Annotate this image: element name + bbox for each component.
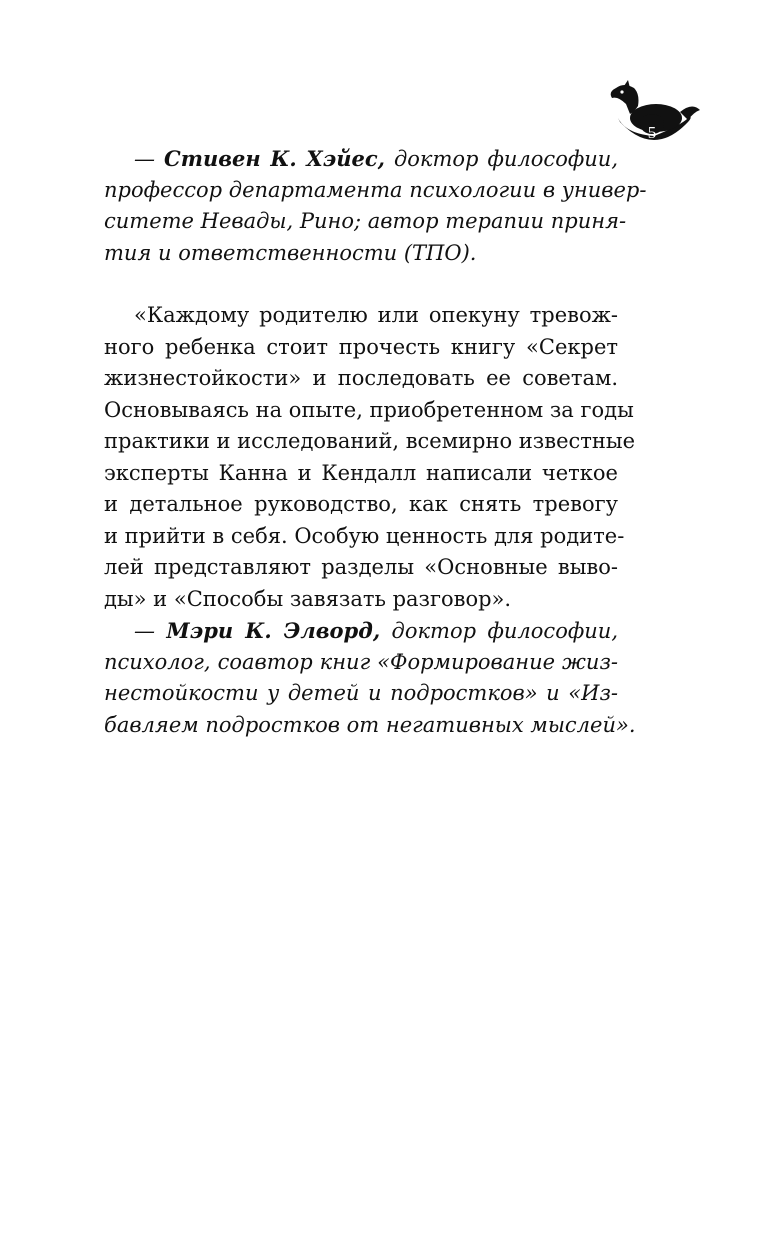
quote2-attribution-line: бавляем подростков от негативных мыслей».	[104, 712, 636, 737]
quote1-attribution-line: ситете Невады, Рино; автор терапии приня-	[104, 209, 627, 233]
quote1-author: Стивен К. Хэйес,	[164, 146, 385, 171]
quote1-attribution-line: профессор департамента психологии в универ-	[104, 177, 647, 202]
rocking-horse-page-marker	[606, 78, 702, 154]
quote1-credentials: доктор философии,	[384, 147, 619, 171]
quote1-attribution-line1	[104, 143, 618, 175]
quote2-body-line: жизнестойкости» и последовать ее советам.	[104, 366, 618, 390]
quote2-attribution-line: психолог, соавтор книг «Формирование жиз-	[104, 649, 618, 674]
quote2-body-line: лей представляют разделы «Основные выво-	[104, 555, 618, 579]
quote2-body-line: Основываясь на опыте, приобретенном за годы	[104, 397, 634, 422]
quote1-attribution-line: тия и ответственности (ТПО).	[104, 240, 477, 265]
quote2-attribution-line1	[104, 615, 618, 647]
page-number: 5	[647, 123, 657, 142]
quote2-body-line: и прийти в себя. Особую ценность для родите-	[104, 523, 625, 548]
quote2-author: Мэри К. Элворд,	[166, 618, 381, 643]
quote2-body-line: ного ребенка стоит прочесть книгу «Секрет	[104, 334, 618, 359]
quote2-body-line: и детальное руководство, как снять тревогу	[104, 492, 618, 516]
quote2-body-line: ды» и «Способы завязать разговор».	[104, 586, 512, 611]
paragraph-gap	[104, 269, 618, 300]
quote2-body-line: эксперты Канна и Кендалл написали четкое	[104, 460, 618, 485]
quote1-dash: —	[134, 147, 155, 171]
quote2-dash: —	[134, 619, 155, 643]
rocking-horse-icon	[606, 78, 702, 154]
quote2-attribution-line: нестойкости у детей и подростков» и «Из-	[104, 681, 618, 705]
quote2-credentials: доктор философии,	[380, 619, 618, 643]
page-content	[104, 143, 647, 741]
quote2-body-line: практики и исследований, всемирно известные	[104, 429, 636, 453]
quote2-body-line: «Каждому родителю или опекуну тревож-	[134, 303, 618, 327]
